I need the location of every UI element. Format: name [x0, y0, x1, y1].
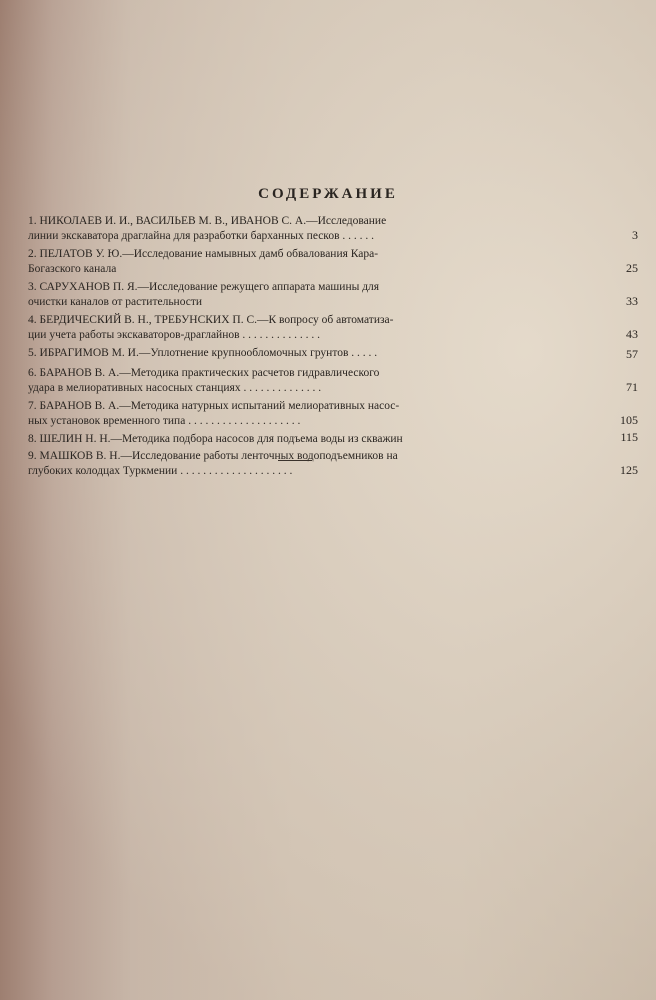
toc-entry [28, 280, 638, 313]
toc-entry [28, 366, 638, 399]
toc-entry [28, 313, 638, 346]
section-divider [278, 460, 312, 461]
toc-entry [28, 432, 638, 449]
toc-page-number: 33 [626, 294, 638, 308]
toc-page-number: 105 [620, 413, 638, 427]
toc-entry-line1: 2. ПЕЛАТОВ У. Ю.—Исследование намывных дамб обвалования Кара- [28, 248, 379, 260]
toc-entry-line1: 3. САРУХАНОВ П. Я.—Исследование режущего аппарата машины для [28, 281, 380, 293]
toc-page-number: 57 [626, 347, 638, 361]
toc-entry-line2: ных установок временного типа . . . . . . . . . . . . . . . . . . . . [28, 415, 301, 427]
toc-entry-line1: 1. НИКОЛАЕВ И. И., ВАСИЛЬЕВ М. В., ИВАНОВ С. А.—Исследование [28, 215, 387, 227]
toc-page-number: 25 [626, 261, 638, 275]
toc-entry-line2: удара в мелиоративных насосных станциях . . . . . . . . . . . . . . [28, 382, 322, 394]
page-title: СОДЕРЖАНИЕ [258, 186, 398, 202]
toc-entry-line1: 9. МАШКОВ В. Н.—Исследование работы ленточных водоподъемников на [28, 450, 398, 462]
toc-entry [28, 399, 638, 432]
toc-entry-line1: 4. БЕРДИЧЕСКИЙ В. Н., ТРЕБУНСКИХ П. С.—К вопросу об автоматиза- [28, 314, 394, 326]
toc-entry-line1: 5. ИБРАГИМОВ М. И.—Уплотнение крупнообломочных грунтов . . . . . [28, 347, 378, 359]
toc-page-number: 125 [620, 463, 638, 477]
toc-page-number: 115 [620, 430, 638, 444]
toc-entry-line1: 6. БАРАНОВ В. А.—Методика практических расчетов гидравлического [28, 367, 380, 379]
toc-entry [28, 449, 638, 482]
toc-entry-line1: 8. ШЕЛИН Н. Н.—Методика подбора насосов для подъема воды из скважин [28, 433, 403, 445]
toc-page-number: 3 [632, 228, 638, 242]
toc-entry-line2: очистки каналов от растительности [28, 296, 203, 308]
toc-entry [28, 214, 638, 247]
toc-entry-line2: ции учета работы экскаваторов-драглайнов . . . . . . . . . . . . . . [28, 329, 321, 341]
toc-entry-line2: Богазского канала [28, 263, 117, 275]
toc-entry [28, 346, 638, 366]
toc-entry-line2: линии экскаватора драглайна для разработки барханных песков . . . . . . [28, 230, 374, 242]
toc-page-number: 71 [626, 380, 638, 394]
toc-page-number: 43 [626, 327, 638, 341]
toc-entry-line2: глубоких колодцах Туркмении . . . . . . . . . . . . . . . . . . . . [28, 465, 293, 477]
toc-entry [28, 247, 638, 280]
toc-entry-line1: 7. БАРАНОВ В. А.—Методика натурных испытаний мелиоративных насос- [28, 400, 400, 412]
table-of-contents [28, 214, 638, 482]
